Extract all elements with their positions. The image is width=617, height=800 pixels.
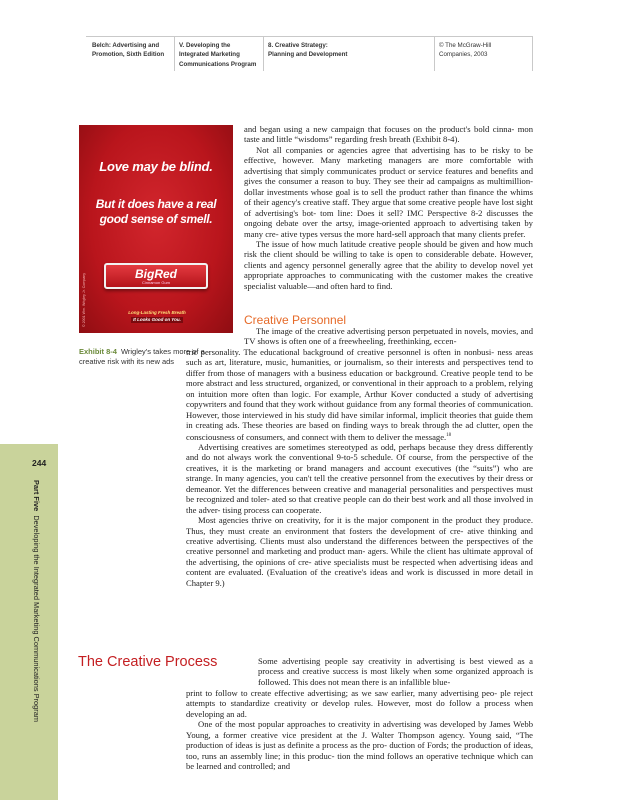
body-paragraph-process-start: Some advertising people say creativity in advertising is best viewed as a process and creative success is most likely when some organized approach is followed. This does not mean there is an infallible blue- xyxy=(258,656,533,687)
ad-tagline: Long-Lasting Fresh Breath It Looks Good on You. xyxy=(128,310,186,322)
body-paragraph-personnel: tric personality. The educational background of creative personnel is often in nonbusi- ness areas such as art, literature, music, humanities, or journalism, so their interests and perspectives tend to differ from those of managers with a business education or background. Creative people tend to be more abstract and less structured, organized, or conventional in their approach to a problem, relying on intuition more often than logic. For example, Arthur Kover conducted a study of advertising copywriters and found that they work without guidance from any formal theories of communication. However, those interviewed in his study did have similar informal, implicit theories that guide them in creating ads. These theories are based on finding ways to break through the ad clutter, open the consciousness of consumers, and connect with them to deliver the message.$^{18}$ Advertising creatives are sometimes stereotyped as odd, perhaps because they dress differently and do not always work the conventional 9-to-5 schedule. Of course, from the perspective of the creatives, it is the marketing or brand managers and account executives (the “suits”) who are strange. In many agencies, you can't tell the creative personnel from the executives by their dress or demeanor. Yet the differences between creative and managerial personalities and perspectives must be recognized and toler- ated so that creative people can do their best work and all those involved in the adver- tising process can cooperate. Most agencies thrive on creativity, for it is the major component in the product they produce. Thus, they must create an environment that fosters the development of cre- ative thinking and creative advertising. Clients must also understand the differences between the perspectives of the creative personnel and marketing and product man- agers. While the client has ultimate approval of the advertising, the opinions of cre- ative specialists must be respected when advertising ideas and content are evaluated. (Evaluation of the creative's ideas and work is discussed in more detail in Chapter 9.) xyxy=(186,347,534,588)
section-heading: Creative Personnel xyxy=(244,313,347,327)
pack-subtitle: Cinnamon Gum xyxy=(141,280,170,285)
ad-subheadline: But it does have a real good sense of smell. xyxy=(95,197,217,226)
ad-headline: Love may be blind. xyxy=(99,159,213,174)
bigred-ad-image xyxy=(79,125,233,333)
chapter-section-heading: The Creative Process xyxy=(78,654,218,670)
page-number: 244 xyxy=(32,458,47,468)
exhibit-caption-text: Wrigley's takes more of a creative risk with its new ads xyxy=(79,347,205,366)
part-running-title: Part Five Developing the Integrated Marketing Communications Program xyxy=(32,480,41,722)
ad-credit: © 2001 Wm. Wrigley Jr. Company xyxy=(82,272,86,327)
body-paragraph-process: print to follow to create effective advertising; as we saw earlier, many advertising peo- ple reject attempts to standardize creativity or develop rules. However, most do follow a process when developing an ad. One of the most popular approaches to creativity in advertising was developed by James Webb Young, a former creative vice president at the J. Walter Thompson agency. Young said, “The production of ideas is just as definite a process as the pro- duction of Fords; the production of ideas, too, runs an assembly line; in this produc- tion the mind follows an operative technique which can be learned and controlled; and xyxy=(186,688,534,772)
gum-pack xyxy=(104,263,208,289)
header-divider xyxy=(434,37,435,71)
running-header xyxy=(86,36,533,72)
body-paragraph-intro: and began using a new campaign that focuses on the product's bold cinna- mon taste and little “wisdoms” regarding fresh breath (Exhibit 8-4). Not all companies or agencies agree that advertising has to be risky to be effective, however. Many marketing managers are more comfortable with advertising that simply communicates product or service features and benefits and gives the consumer a reason to buy. They see their ad campaigns as multimillion-dollar investments whose goal is to sell the product rather than finance the whims of their agency's creative staff. They argue that some creative people have lost sight of advertising's bot- tom line: Does it sell? IMC Perspective 8-2 discusses the ongoing debate over the artsy, image-oriented approach to advertising taken by many cre- ative types versus the more hard-sell approach that many clients prefer. The issue of how much latitude creative people should be given and how much risk the client should be willing to take is open to considerable debate. However, clients and agency personnel generally agree that the ability to develop novel yet appropriate approaches to communicating with the customer makes the creative specialist valuable—and often hard to find. xyxy=(244,124,534,291)
header-divider xyxy=(174,37,175,71)
exhibit-number: Exhibit 8-4 xyxy=(79,347,117,356)
footnote-marker: 18 xyxy=(446,432,452,438)
ad-brand-logo: BigRed xyxy=(135,267,177,281)
body-paragraph-personnel-start: The image of the creative advertising person perpetuated in novels, movies, and TV shows is often one of a freewheeling, freethinking, eccen- xyxy=(244,326,533,347)
header-part-title: V. Developing the Integrated Marketing Communications Program xyxy=(179,42,257,68)
header-book-title: Belch: Advertising and Promotion, Sixth Edition xyxy=(92,42,165,59)
part-sidebar xyxy=(0,444,58,800)
header-divider xyxy=(263,37,264,71)
header-divider xyxy=(532,37,533,71)
header-copyright: © The McGraw-Hill Companies, 2003 xyxy=(439,42,492,59)
header-chapter-title: 8. Creative Strategy: Planning and Development xyxy=(268,42,348,59)
